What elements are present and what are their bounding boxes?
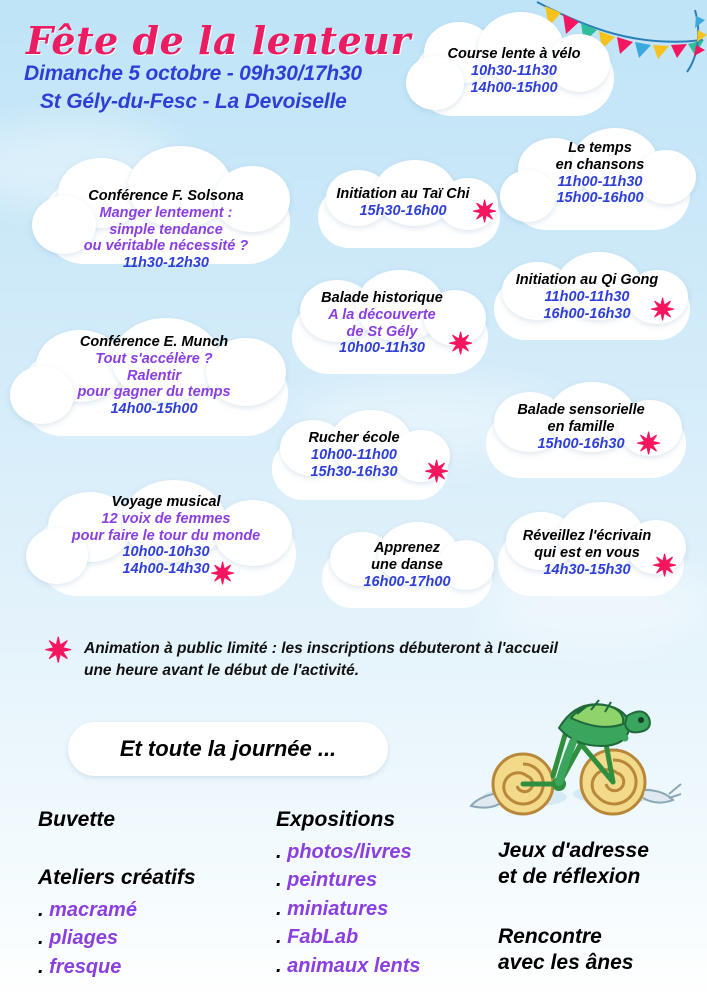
activity-title: Initiation au Taï Chi <box>336 186 470 202</box>
activity-title: Balade historique <box>321 290 443 306</box>
block-line: Jeux d'adresse <box>498 839 649 862</box>
page-title: Fête de la lenteur <box>26 18 411 63</box>
activity-subtitle: ou véritable nécessité ? <box>83 238 249 255</box>
list-item: . pliages <box>38 927 119 950</box>
block-rencontre-anes <box>498 924 633 977</box>
event-date: Dimanche 5 octobre - 09h30/17h30 <box>24 62 362 85</box>
block-jeux-adresse <box>498 838 649 891</box>
activity-time: 15h30-16h00 <box>359 202 447 219</box>
list-item: . FabLab <box>276 926 359 949</box>
activity-time: 11h00-11h30 <box>557 173 643 190</box>
activity-title: Conférence E. Munch <box>79 334 229 350</box>
legend-note-line1: Animation à public limité : les inscriptions débuteront à l'accueil <box>84 640 558 657</box>
activity-time: 15h00-16h30 <box>537 435 625 452</box>
column-ateliers-creatifs <box>38 866 196 981</box>
activity-title: Course lente à vélo <box>447 46 581 62</box>
activity-time: 10h00-10h30 <box>122 544 210 561</box>
activity-subtitle: pour faire le tour du monde <box>71 527 261 544</box>
activity-time: 14h00-15h00 <box>470 79 558 96</box>
list-item: . peintures <box>276 869 378 892</box>
all-day-banner <box>68 722 388 776</box>
legend-asterisk-icon: ✷ <box>44 632 73 670</box>
turtle-on-bicycle-illustration <box>455 672 685 822</box>
activity-title: une danse <box>371 556 443 573</box>
activity-time: 14h00-15h00 <box>110 401 198 418</box>
list-item: . fresque <box>38 955 122 978</box>
activity-subtitle: pour gagner du temps <box>77 384 231 401</box>
activity-time: 10h00-11h00 <box>311 446 397 463</box>
activity-title: Conférence F. Solsona <box>88 188 244 204</box>
activity-title: Apprenez <box>373 540 441 556</box>
activity-time: 11h30-12h30 <box>123 255 209 272</box>
activity-subtitle: Ralentir <box>127 367 181 384</box>
activity-subtitle: Manger lentement : <box>99 204 233 221</box>
activity-title: en chansons <box>555 156 645 173</box>
list-item: . macramé <box>38 899 137 921</box>
activity-title: en famille <box>547 418 615 435</box>
activity-title: qui est en vous <box>534 544 640 561</box>
block-line: Rencontre <box>498 925 602 948</box>
column-heading: Buvette <box>38 808 116 831</box>
activity-title: Réveillez l'écrivain <box>522 528 652 544</box>
activity-time: 10h00-11h30 <box>339 340 425 357</box>
column-heading: Expositions <box>276 808 396 831</box>
activity-time: 16h00-17h00 <box>363 573 451 590</box>
activity-subtitle: 12 voix de femmes <box>101 510 231 527</box>
list-item: . photos/livres <box>276 841 412 863</box>
activity-time: 15h30-16h30 <box>310 463 398 480</box>
activity-title: Rucher école <box>308 430 400 446</box>
activity-title: Balade sensorielle <box>517 402 645 418</box>
activity-title: Voyage musical <box>111 494 221 510</box>
column-expositions <box>276 808 421 980</box>
column-buvette <box>38 808 115 838</box>
activity-title: Initiation au Qi Gong <box>515 272 659 288</box>
list-item: . animaux lents <box>276 954 421 977</box>
activity-time: 10h30-11h30 <box>471 62 557 79</box>
block-line: avec les ânes <box>498 951 634 975</box>
legend-note-line2: une heure avant le début de l'activité. <box>84 662 360 680</box>
activity-title: Le temps <box>568 140 632 156</box>
activity-subtitle: simple tendance <box>109 221 223 238</box>
limited-asterisk-icon: ✷ <box>472 196 498 229</box>
event-place: St Gély-du-Fesc - La Devoiselle <box>40 90 347 113</box>
limited-asterisk-icon: ✷ <box>652 550 678 583</box>
activity-subtitle: Tout s'accélère ? <box>95 350 213 367</box>
activity-time: 14h30-15h30 <box>543 561 631 578</box>
activity-time: 16h00-16h30 <box>543 305 631 322</box>
limited-asterisk-icon: ✷ <box>636 428 662 461</box>
limited-asterisk-icon: ✷ <box>424 456 450 489</box>
limited-asterisk-icon: ✷ <box>210 558 236 591</box>
limited-asterisk-icon: ✷ <box>448 328 474 361</box>
list-item: . miniatures <box>276 897 389 920</box>
activity-time: 14h00-14h30 <box>122 561 210 578</box>
activity-time: 11h00-11h30 <box>544 288 630 305</box>
activity-time: 15h00-16h00 <box>556 190 644 207</box>
limited-asterisk-icon: ✷ <box>650 294 676 327</box>
block-line: et de réflexion <box>498 865 641 889</box>
activity-subtitle: de St Gély <box>346 323 418 340</box>
column-heading: Ateliers créatifs <box>38 866 196 889</box>
all-day-banner-label: Et toute la journée ... <box>119 736 337 761</box>
activity-subtitle: A la découverte <box>328 306 436 323</box>
